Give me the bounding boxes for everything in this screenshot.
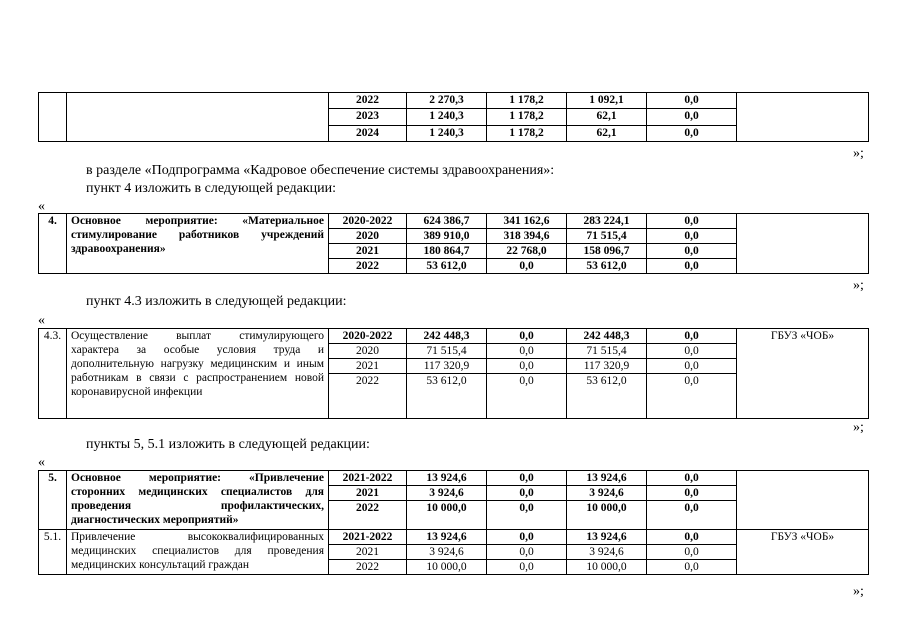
cell-description: Привлечение высококвалифицированных медицинских специалистов для проведения медицинских консультаций граждан <box>67 530 329 575</box>
cell-value: 0,0 <box>647 259 737 274</box>
cell-value: 0,0 <box>647 214 737 229</box>
cell-total: 10 000,0 <box>407 560 487 575</box>
cell-year: 2021 <box>329 545 407 560</box>
paragraph-section: в разделе «Подпрограмма «Кадровое обеспечение системы здравоохранения»: <box>86 163 555 178</box>
cell-total: 53 612,0 <box>407 259 487 274</box>
cell-value: 22 768,0 <box>487 244 567 259</box>
closing-quote: »; <box>853 146 864 161</box>
table-continuation <box>38 92 869 142</box>
table-row <box>39 329 869 344</box>
cell-value: 0,0 <box>647 329 737 344</box>
paragraph-items-5: пункты 5, 5.1 изложить в следующей редакции: <box>86 437 370 452</box>
cell-year: 2021 <box>329 244 407 259</box>
cell-total: 242 448,3 <box>407 329 487 344</box>
cell-value: 62,1 <box>567 109 647 125</box>
cell-value: 10 000,0 <box>567 560 647 575</box>
cell-year: 2024 <box>329 125 407 141</box>
opening-quote: « <box>38 199 45 214</box>
cell-value: 0,0 <box>647 244 737 259</box>
cell-year: 2020-2022 <box>329 329 407 344</box>
cell-description: Осуществление выплат стимулирующего характера за особые условия труда и дополнительную нагрузку медицинским и иным работникам в связи с распространением новой коронавирусной инфекции <box>67 329 329 419</box>
cell-value: 0,0 <box>647 486 737 501</box>
cell-executor: ГБУЗ «ЧОБ» <box>737 329 869 419</box>
cell-value: 0,0 <box>487 374 567 419</box>
cell-total: 1 240,3 <box>407 125 487 141</box>
table-item-4-3 <box>38 328 869 419</box>
cell-total: 389 910,0 <box>407 229 487 244</box>
cell-value: 0,0 <box>487 545 567 560</box>
cell-value: 0,0 <box>487 530 567 545</box>
cell-value: 0,0 <box>487 471 567 486</box>
cell-value: 3 924,6 <box>567 545 647 560</box>
cell-year: 2021 <box>329 359 407 374</box>
cell-number: 4.3. <box>39 329 67 419</box>
cell-value: 117 320,9 <box>567 359 647 374</box>
opening-quote: « <box>38 313 45 328</box>
cell-number: 5.1. <box>39 530 67 575</box>
cell-year: 2020 <box>329 344 407 359</box>
paragraph-item-4-3: пункт 4.3 изложить в следующей редакции: <box>86 294 347 309</box>
cell-year: 2022 <box>329 93 407 109</box>
cell-value: 0,0 <box>647 374 737 419</box>
cell-year: 2021-2022 <box>329 471 407 486</box>
cell-year: 2022 <box>329 501 407 530</box>
cell-value: 0,0 <box>487 501 567 530</box>
cell-year: 2022 <box>329 560 407 575</box>
table-items-5 <box>38 470 869 575</box>
closing-quote: »; <box>853 584 864 599</box>
cell-description: Основное мероприятие: «Материальное стимулирование работников учреждений здравоохранения» <box>67 214 329 274</box>
cell-year: 2021 <box>329 486 407 501</box>
cell-value: 53 612,0 <box>567 259 647 274</box>
cell-value: 62,1 <box>567 125 647 141</box>
cell-value: 71 515,4 <box>567 229 647 244</box>
table-row <box>39 471 869 486</box>
cell-value: 0,0 <box>487 560 567 575</box>
cell-value: 13 924,6 <box>567 471 647 486</box>
paragraph-item-4: пункт 4 изложить в следующей редакции: <box>86 181 336 196</box>
cell-total: 71 515,4 <box>407 344 487 359</box>
cell-value: 13 924,6 <box>567 530 647 545</box>
opening-quote: « <box>38 455 45 470</box>
cell-year: 2022 <box>329 259 407 274</box>
table-row <box>39 214 869 229</box>
cell-value: 1 178,2 <box>487 93 567 109</box>
table-item-4 <box>38 213 869 274</box>
cell-value: 0,0 <box>647 93 737 109</box>
cell-value: 242 448,3 <box>567 329 647 344</box>
cell-value: 0,0 <box>647 344 737 359</box>
cell-value: 0,0 <box>647 109 737 125</box>
cell-value: 318 394,6 <box>487 229 567 244</box>
cell-year: 2022 <box>329 374 407 419</box>
table-row <box>39 93 869 109</box>
cell-value: 0,0 <box>487 486 567 501</box>
cell-value: 71 515,4 <box>567 344 647 359</box>
cell-value: 0,0 <box>647 560 737 575</box>
cell-value: 283 224,1 <box>567 214 647 229</box>
cell-value: 341 162,6 <box>487 214 567 229</box>
cell-value: 0,0 <box>647 359 737 374</box>
cell-value: 3 924,6 <box>567 486 647 501</box>
cell-number: 4. <box>39 214 67 274</box>
cell-total: 624 386,7 <box>407 214 487 229</box>
cell-value: 0,0 <box>647 501 737 530</box>
cell-year: 2021-2022 <box>329 530 407 545</box>
cell-value: 0,0 <box>647 530 737 545</box>
cell-value: 0,0 <box>647 471 737 486</box>
cell-year: 2020-2022 <box>329 214 407 229</box>
cell-total: 117 320,9 <box>407 359 487 374</box>
cell-total: 13 924,6 <box>407 471 487 486</box>
cell-total: 10 000,0 <box>407 501 487 530</box>
cell-number: 5. <box>39 471 67 530</box>
cell-value: 10 000,0 <box>567 501 647 530</box>
cell-value: 1 178,2 <box>487 125 567 141</box>
cell-value: 1 178,2 <box>487 109 567 125</box>
closing-quote: »; <box>853 278 864 293</box>
closing-quote: »; <box>853 420 864 435</box>
cell-value: 0,0 <box>647 545 737 560</box>
cell-total: 3 924,6 <box>407 545 487 560</box>
cell-value: 0,0 <box>487 344 567 359</box>
cell-year: 2020 <box>329 229 407 244</box>
cell-executor: ГБУЗ «ЧОБ» <box>737 530 869 575</box>
cell-value: 0,0 <box>487 329 567 344</box>
cell-total: 13 924,6 <box>407 530 487 545</box>
cell-value: 0,0 <box>487 259 567 274</box>
cell-total: 1 240,3 <box>407 109 487 125</box>
table-row <box>39 530 869 545</box>
cell-value: 0,0 <box>647 229 737 244</box>
cell-total: 3 924,6 <box>407 486 487 501</box>
cell-total: 180 864,7 <box>407 244 487 259</box>
cell-value: 1 092,1 <box>567 93 647 109</box>
cell-total: 53 612,0 <box>407 374 487 419</box>
cell-value: 53 612,0 <box>567 374 647 419</box>
cell-value: 0,0 <box>647 125 737 141</box>
cell-value: 0,0 <box>487 359 567 374</box>
cell-value: 158 096,7 <box>567 244 647 259</box>
cell-total: 2 270,3 <box>407 93 487 109</box>
cell-year: 2023 <box>329 109 407 125</box>
cell-description: Основное мероприятие: «Привлечение сторонних медицинских специалистов для проведения профилактических, диагностических мероприятий» <box>67 471 329 530</box>
